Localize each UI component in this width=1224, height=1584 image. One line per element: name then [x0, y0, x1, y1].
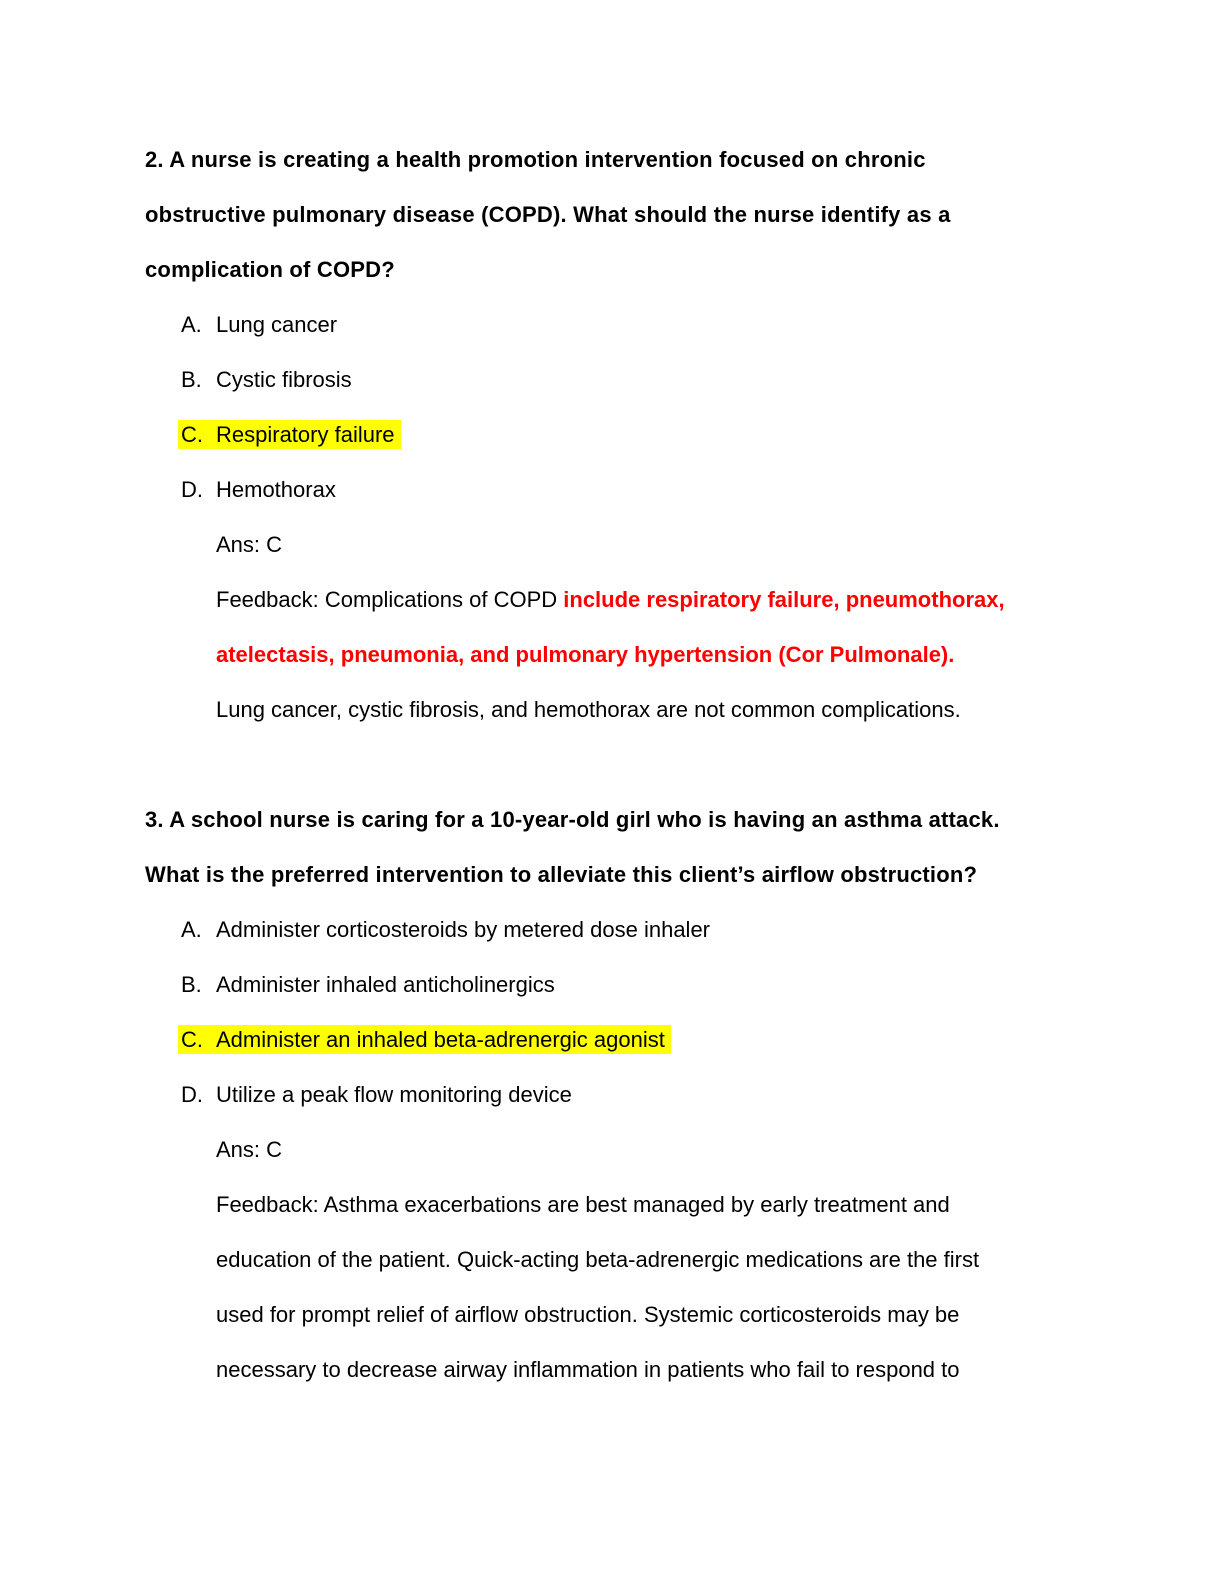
option-letter: C. — [181, 422, 203, 447]
feedback-segment: education of the patient. Quick-acting beta-adrenergic medications are the first — [216, 1247, 980, 1272]
option-text: Administer inhaled anticholinergics — [216, 972, 555, 997]
option-content — [181, 972, 555, 997]
feedback-segment: used for prompt relief of airflow obstruction. Systemic corticosteroids may be — [216, 1302, 960, 1327]
option-content — [181, 1082, 572, 1107]
feedback-line — [145, 1287, 1134, 1342]
option-row — [145, 352, 1134, 407]
option-letter: B. — [181, 367, 202, 392]
option-text: Administer an inhaled beta-adrenergic agonist — [216, 1027, 665, 1052]
question-block — [145, 792, 1134, 1397]
option-letter: A. — [181, 312, 202, 337]
feedback-segment: Feedback: Complications of COPD — [216, 587, 564, 612]
option-row — [145, 1067, 1134, 1122]
question-block — [145, 132, 1134, 737]
feedback-segment: necessary to decrease airway inflammation in patients who fail to respond to — [216, 1357, 960, 1382]
option-row — [145, 297, 1134, 352]
feedback-line — [145, 1177, 1134, 1232]
option-text: Administer corticosteroids by metered dose inhaler — [216, 917, 711, 942]
option-content — [181, 312, 337, 337]
option-row — [145, 1012, 1134, 1067]
feedback-line — [145, 572, 1134, 627]
option-text: Utilize a peak flow monitoring device — [216, 1082, 572, 1107]
question-stem-line: complication of COPD? — [145, 257, 395, 282]
option-highlight — [178, 420, 401, 449]
option-content — [181, 477, 336, 502]
feedback-line — [145, 682, 1134, 737]
feedback-segment: Lung cancer, cystic fibrosis, and hemothorax are not common complications. — [216, 697, 961, 722]
feedback-line — [145, 1342, 1134, 1397]
option-row — [145, 902, 1134, 957]
option-text: Respiratory failure — [216, 422, 395, 447]
question-stem-line: What is the preferred intervention to alleviate this client’s airflow obstruction? — [145, 862, 978, 887]
option-row — [145, 407, 1134, 462]
option-text: Cystic fibrosis — [216, 367, 352, 392]
option-highlight — [178, 1025, 671, 1054]
feedback-line — [145, 627, 1134, 682]
option-text: Lung cancer — [216, 312, 338, 337]
feedback-line — [145, 1232, 1134, 1287]
option-letter: D. — [181, 1082, 203, 1107]
option-content — [181, 367, 352, 392]
option-letter: C. — [181, 1027, 203, 1052]
question-stem-line: 2. A nurse is creating a health promotion intervention focused on chronic — [145, 147, 926, 172]
feedback-emphasis-segment: include respiratory failure, pneumothorax, — [563, 587, 1005, 612]
option-letter: D. — [181, 477, 203, 502]
question-stem-line: obstructive pulmonary disease (COPD). What should the nurse identify as a — [145, 202, 951, 227]
feedback-segment: Feedback: Asthma exacerbations are best managed by early treatment and — [216, 1192, 950, 1217]
question-stem-line: 3. A school nurse is caring for a 10-year-old girl who is having an asthma attack. — [145, 807, 1000, 832]
option-letter: A. — [181, 917, 202, 942]
answer-line: Ans: C — [216, 532, 283, 557]
option-text: Hemothorax — [216, 477, 336, 502]
option-row — [145, 462, 1134, 517]
option-row — [145, 957, 1134, 1012]
option-letter: B. — [181, 972, 202, 997]
option-content — [181, 917, 710, 942]
answer-line: Ans: C — [216, 1137, 283, 1162]
feedback-emphasis-segment: atelectasis, pneumonia, and pulmonary hypertension (Cor Pulmonale). — [216, 642, 955, 667]
